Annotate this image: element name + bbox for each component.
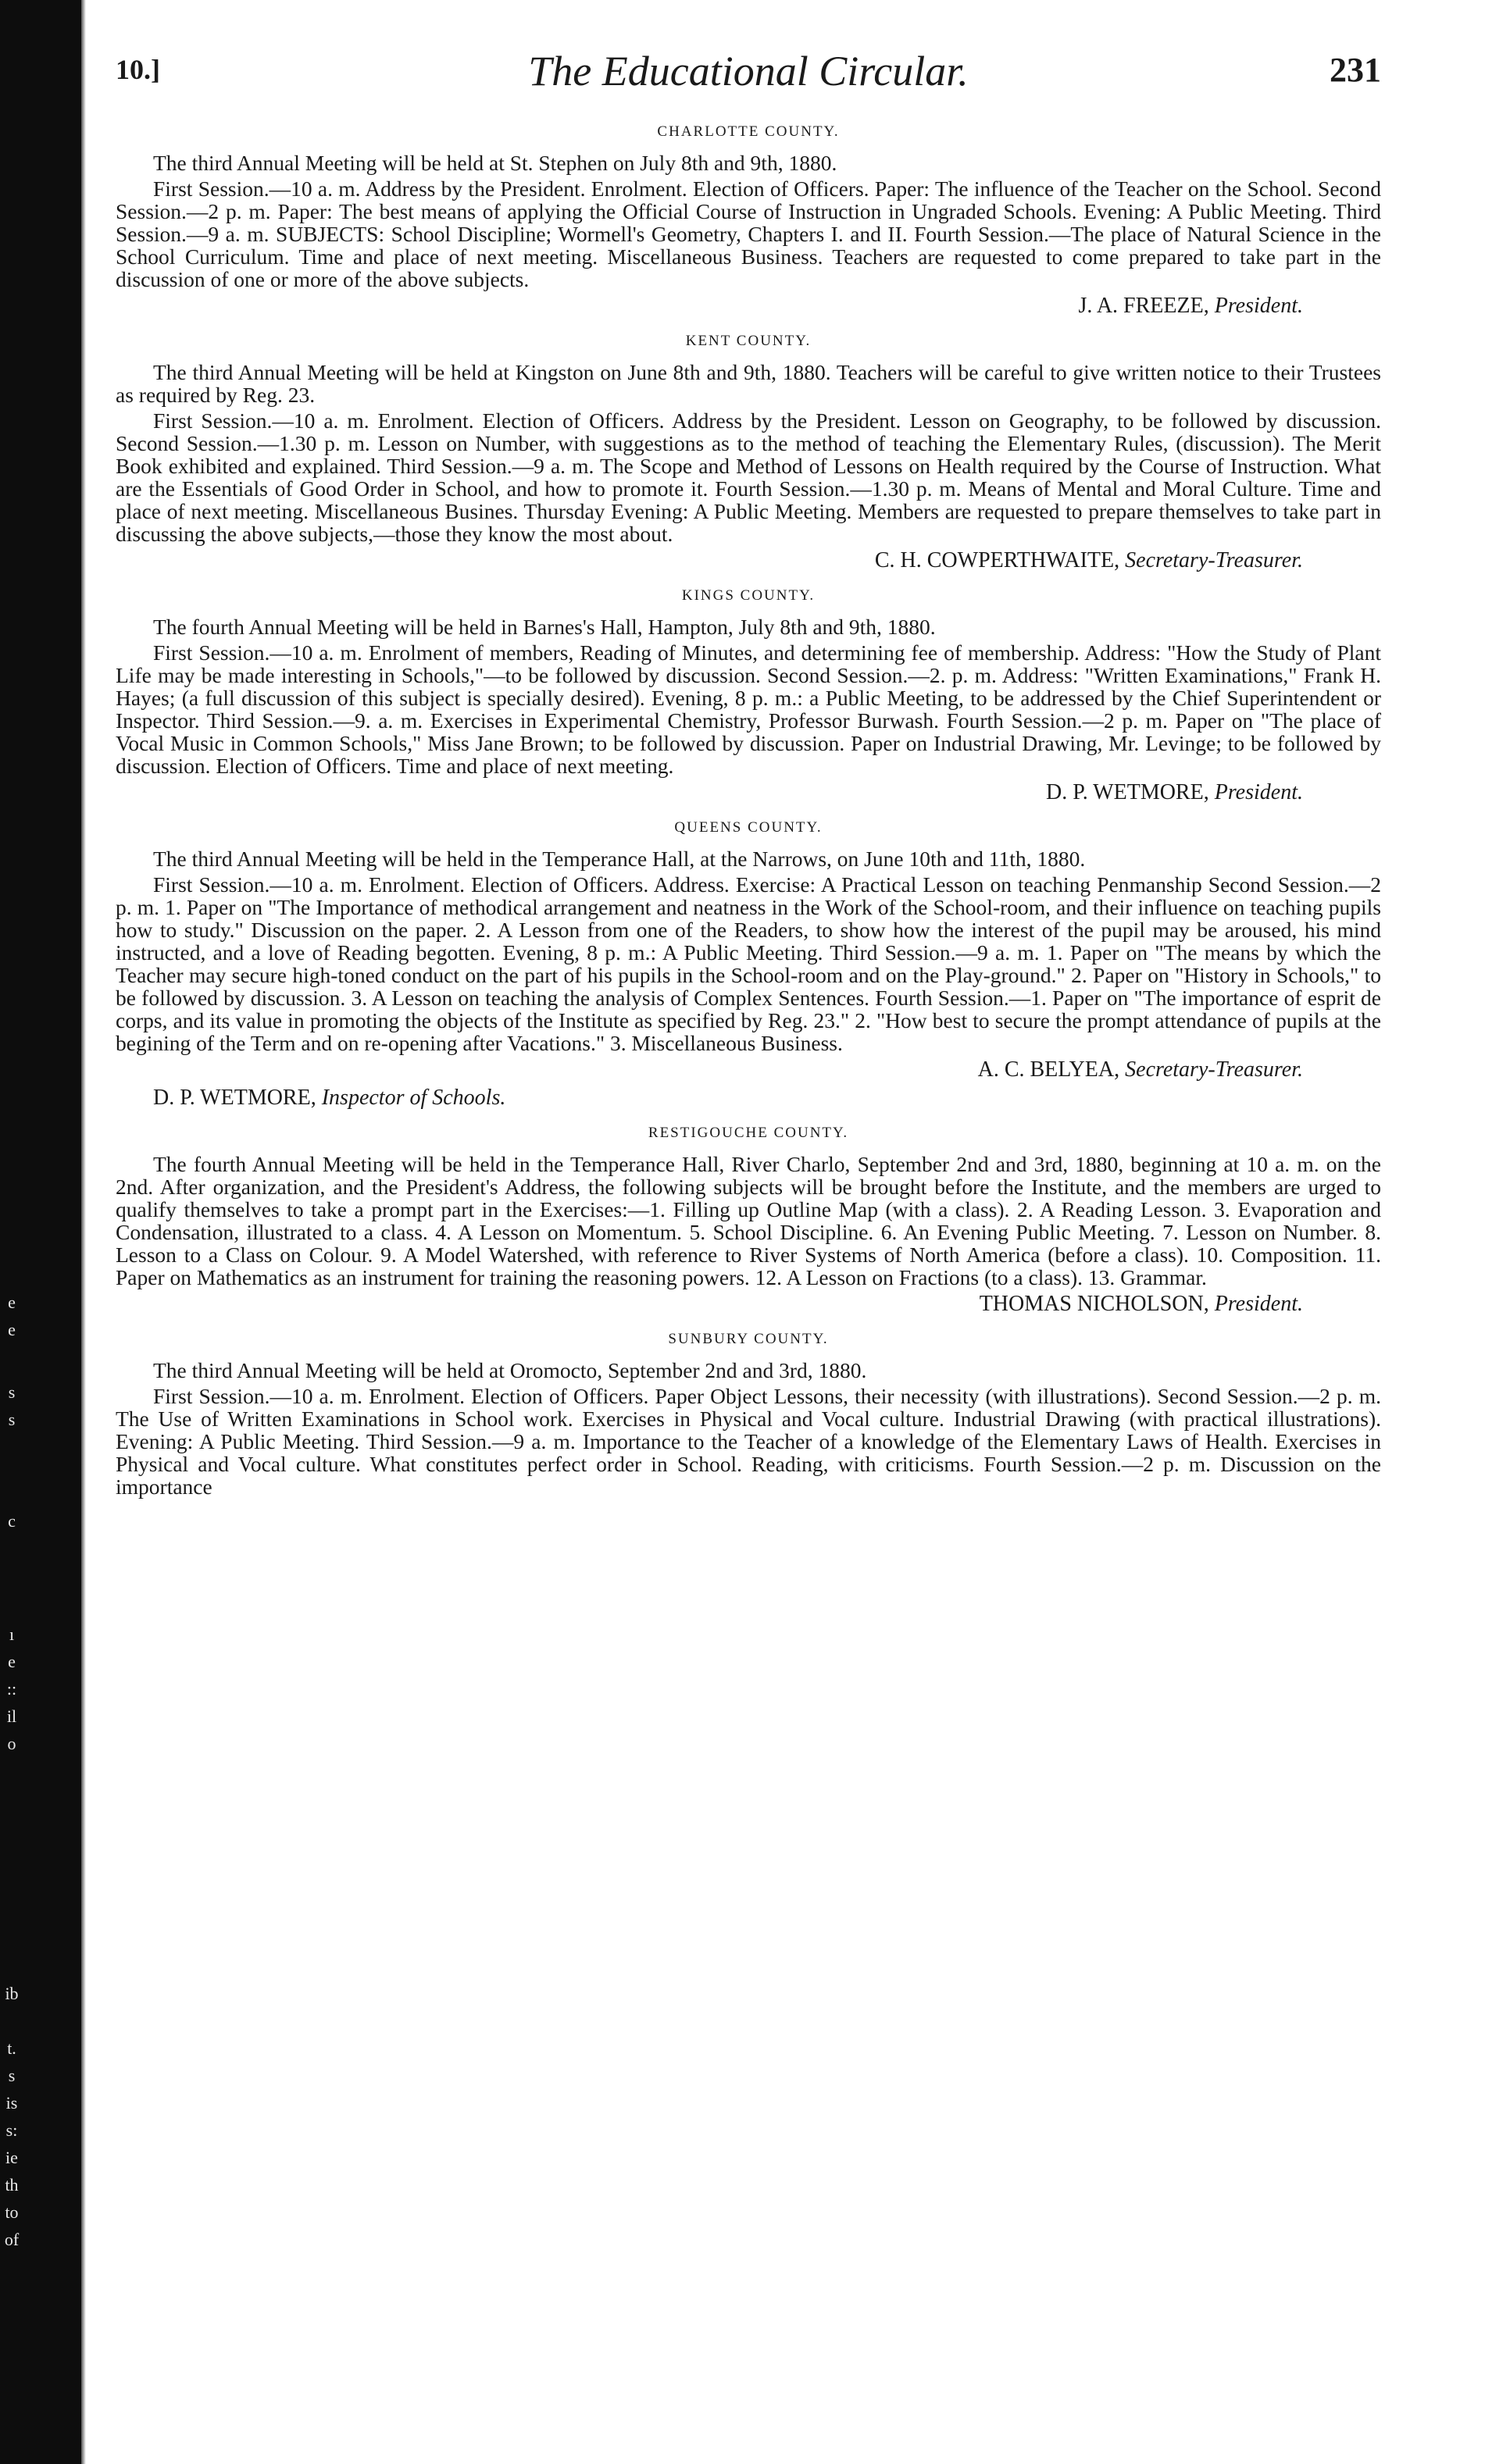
margin-fragment: c (8, 1511, 16, 1531)
margin-fragment: e (8, 1320, 16, 1339)
margin-fragment: ı (9, 1624, 15, 1644)
margin-fragment: e (8, 1293, 16, 1312)
section-charlotte (116, 123, 1381, 319)
margin-fragment: e (8, 1652, 16, 1671)
margin-fragment: s (8, 1410, 16, 1429)
margin-fragment: is (5, 2093, 18, 2113)
margin-fragment: ie (5, 2148, 18, 2167)
section-paragraph: The third Annual Meeting will be held at St. Stephen on July 8th and 9th, 1880. (153, 151, 837, 175)
section-kent (116, 333, 1381, 573)
signature-name: THOMAS NICHOLSON, (979, 1292, 1209, 1316)
signature-role: President. (1214, 1292, 1303, 1316)
issue-number: 10.] (116, 54, 160, 85)
margin-fragment: of (4, 2230, 20, 2249)
page-number: 231 (1330, 51, 1381, 89)
section-paragraph: First Session.—10 a. m. Enrolment of members, Reading of Minutes, and determining fee of membership. Address: "How the Study of Plant Life may be made interesting in Schools,"—to be followed by discussion. Second Session.—2. p. m. Address: "Written Examinations," Frank H. Hayes; (a full discussion of this subject is specially desired). Evening, 8 p. m.: a Public Meeting, to be addressed by the Chief Superintendent or Inspector. Third Session.—9. a. m. Exercises in Experimental Chemistry, Professor Burwash. Fourth Session.—2 p. m. Paper on "The place of Vocal Music in Common Schools," Miss Jane Brown; to be followed by discussion. Paper on Industrial Drawing, Mr. Levinge; to be followed by discussion. Election of Officers. Time and place of next meeting. (116, 640, 1381, 778)
margin-fragment: th (5, 2175, 19, 2195)
page-content (116, 47, 1381, 1498)
margin-fragment: :: (6, 1679, 17, 1699)
section-restigouche (116, 1125, 1381, 1317)
section-title: RESTIGOUCHE COUNTY. (648, 1125, 849, 1141)
margin-fragment: ib (5, 1984, 19, 2003)
signature-name: D. P. WETMORE, (153, 1086, 316, 1110)
margin-fragment: o (7, 1734, 16, 1753)
section-queens (116, 819, 1381, 1111)
section-title: CHARLOTTE COUNTY. (657, 123, 840, 140)
section-paragraph: The third Annual Meeting will be held at Kingston on June 8th and 9th, 1880. Teachers will be careful to give written notice to their Trustees as required by Reg. 23. (116, 360, 1381, 407)
section-paragraph: First Session.—10 a. m. Enrolment. Election of Officers. Address. Exercise: A Practical Lesson on teaching Penmanship Second Session.—2 p. m. 1. Paper on "The Importance of methodical arrangement and neatness in the Work of the School-room, and their influence on teaching pupils how to study." Discussion on the paper. 2. A Lesson from one of the Readers, to show how the interest of the pupil may be aroused, his mind instructed, and a love of Reading begotten. Evening, 8 p. m.: A Public Meeting. Third Session.—9 a. m. 1. Paper on "The means by which the Teacher may secure high-toned conduct on the part of his pupils in the School-room and on the Play-ground." 2. Paper on "History in Schools," to be followed by discussion. 3. A Lesson on teaching the analysis of Complex Sentences. Fourth Session.—1. Paper on "The importance of esprit de corps, and its value in promoting the objects of the Institute as specified by Reg. 23." 2. "How best to secure the prompt attendance of pupils at the begining of the Term and on re-opening after Vacations." 3. Miscellaneous Business. (116, 872, 1381, 1055)
signature (116, 548, 1303, 573)
signature-role: Secretary-Treasurer. (1125, 1057, 1303, 1082)
section-paragraph: The fourth Annual Meeting will be held in the Temperance Hall, River Charlo, September 2nd and 3rd, 1880, beginning at 10 a. m. on the 2nd. After organization, and the President's Address, the following subjects will be brought before the Institute, and the members are urged to qualify themselves to take a prompt part in the Exercises:—1. Filling up Outline Map (with a class). 2. A Reading Lesson. 3. Evaporation and Condensation, illustrated to a class. 4. A Lesson on Momentum. 5. School Discipline. 6. An Evening Public Meeting. 7. Lesson on Number. 8. Lesson to a Class on Colour. 9. A Model Watershed, with reference to River Systems of North America (before a class). 10. Composition. 11. Paper on Mathematics as an instrument for training the reasoning powers. 12. A Lesson on Fractions (to a class). 13. Grammar. (116, 1152, 1381, 1289)
section-paragraph: The third Annual Meeting will be held at Oromocto, September 2nd and 3rd, 1880. (153, 1358, 867, 1382)
section-title: SUNBURY COUNTY. (668, 1331, 829, 1347)
journal-title: The Educational Circular. (528, 48, 969, 94)
margin-fragment: s (8, 1382, 16, 1402)
section-kings (116, 587, 1381, 805)
margin-fragment: to (5, 2202, 19, 2222)
signature-role: President. (1214, 780, 1303, 804)
section-paragraph: The third Annual Meeting will be held in the Temperance Hall, at the Narrows, on June 10th and 11th, 1880. (153, 847, 1086, 871)
section-title: KINGS COUNTY. (681, 587, 816, 604)
section-paragraph: First Session.—10 a. m. Enrolment. Election of Officers. Paper Object Lessons, their necessity (with illustrations). Second Session.—2 p. m. The Use of Written Examinations in School work. Exercises in Physical and Vocal culture. Industrial Drawing (with practical illustrations). Evening: A Public Meeting. Third Session.—9 a. m. Importance to the Teacher of a knowledge of the Elementary Laws of Health. Exercises in Physical and Vocal culture. What constitutes perfect order in School. Reading, with criticisms. Fourth Session.—2 p. m. Discussion on the importance (116, 1384, 1381, 1499)
signature (116, 780, 1303, 805)
running-header (116, 47, 1381, 109)
section-paragraph: First Session.—10 a. m. Address by the President. Enrolment. Election of Officers. Paper: The influence of the Teacher on the School. Second Session.—2 p. m. Paper: The best means of applying the Official Course of Instruction in Ungraded Schools. Evening: A Public Meeting. Third Session.—9 a. m. SUBJECTS: School Discipline; Wormell's Geometry, Chapters I. and II. Fourth Session.—The place of Natural Science in the School Curriculum. Time and place of next meeting. Miscellaneous Business. Teachers are requested to come prepared to take part in the discussion of one or more of the above subjects. (116, 177, 1381, 291)
section-paragraph: First Session.—10 a. m. Enrolment. Election of Officers. Address by the President. Lesson on Geography, to be followed by discussion. Second Session.—1.30 p. m. Lesson on Number, with suggestions as to the method of teaching the Elementary Rules, (discussion). The Merit Book exhibited and explained. Third Session.—9 a. m. The Scope and Method of Lessons on Health required by the Course of Instruction. What are the Essentials of Good Order in School, and how to promote it. Fourth Session.—1.30 p. m. Means of Mental and Moral Culture. Time and place of next meeting. Miscellaneous Busines. Thursday Evening: A Public Meeting. Members are requested to prepare themselves to take part in discussing the above subjects,—those they know the most about. (116, 408, 1381, 546)
signature (116, 294, 1303, 319)
signature-name: D. P. WETMORE, (1046, 780, 1209, 804)
signature-role: President. (1214, 294, 1303, 318)
signature (116, 1292, 1303, 1317)
binding-gutter (81, 0, 86, 2464)
margin-fragment: s: (5, 2120, 18, 2140)
section-sunbury (116, 1331, 1381, 1498)
margin-fragment: il (6, 1706, 17, 1726)
margin-fragment: s (8, 2066, 16, 2085)
signature-name: C. H. COWPERTHWAITE, (874, 548, 1120, 572)
section-title: QUEENS COUNTY. (674, 819, 823, 836)
signature-role: Secretary-Treasurer. (1125, 548, 1303, 572)
signature-secondary (153, 1086, 1381, 1111)
signature-name: A. C. BELYEA, (977, 1057, 1120, 1082)
section-title: KENT COUNTY. (685, 333, 812, 349)
signature-name: J. A. FREEZE, (1078, 294, 1209, 318)
signature-role: Inspector of Schools. (321, 1086, 506, 1110)
section-paragraph: The fourth Annual Meeting will be held in Barnes's Hall, Hampton, July 8th and 9th, 1880. (153, 615, 936, 639)
margin-fragment: t. (7, 2038, 16, 2058)
signature (116, 1057, 1303, 1082)
